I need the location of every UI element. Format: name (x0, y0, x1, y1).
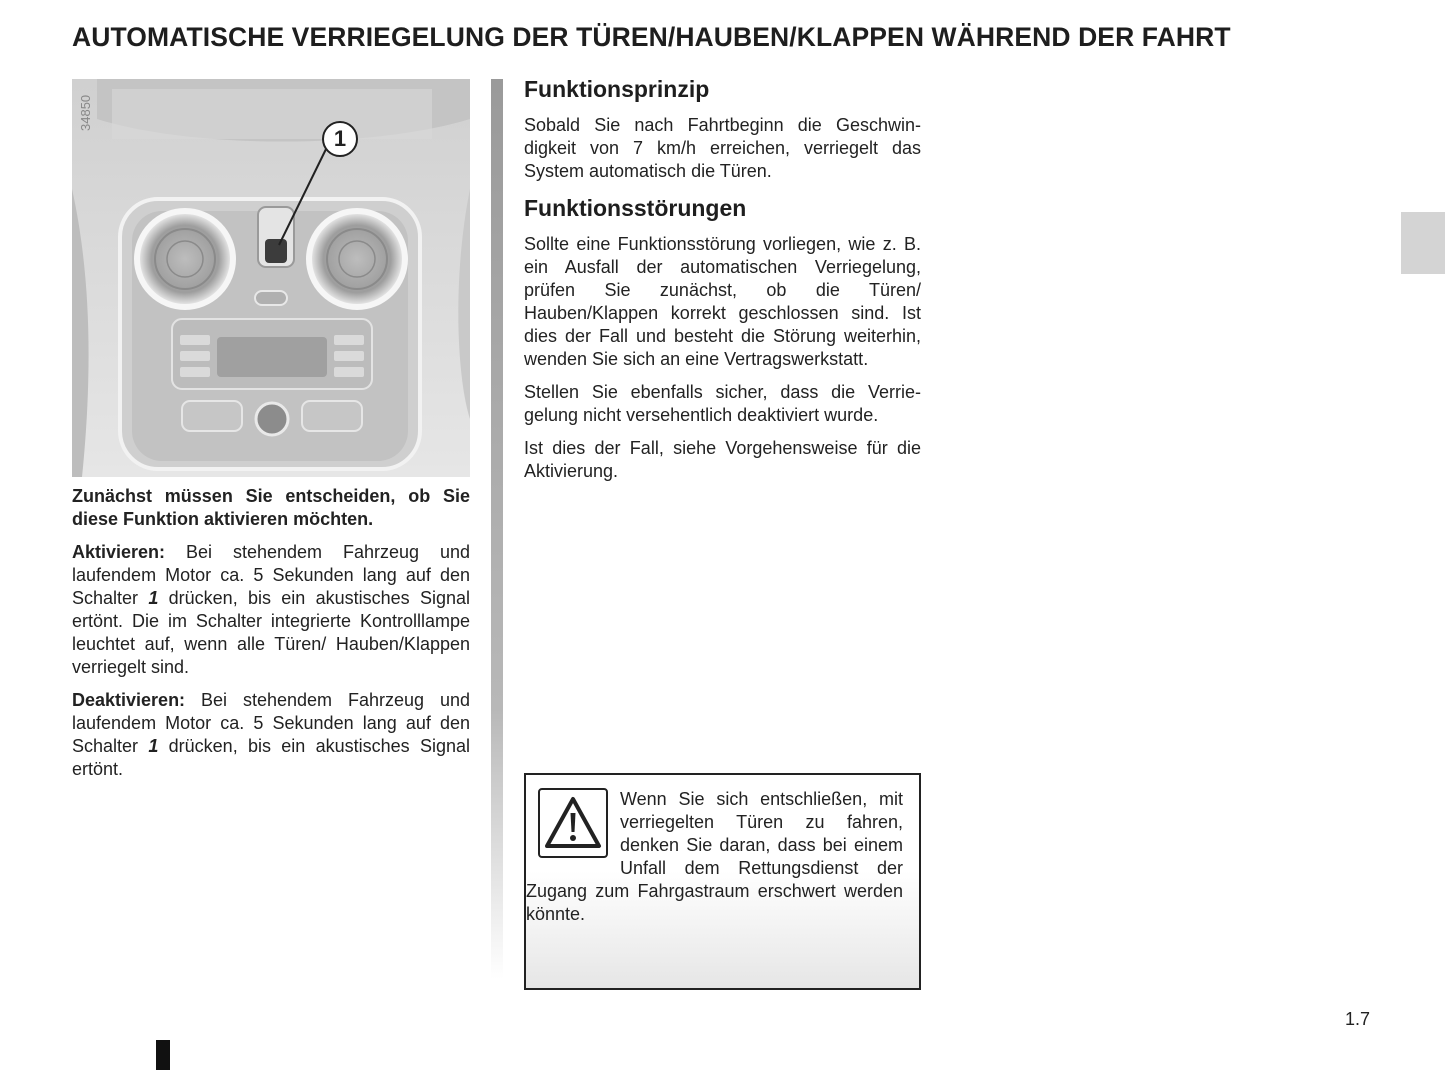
deactivate-paragraph (72, 689, 470, 781)
page-title: AUTOMATISCHE VERRIEGELUNG DER TÜREN/HAUBEN/KLAPPEN WÄHREND DER FAHRT (72, 22, 1231, 52)
warning-box (524, 773, 921, 990)
warning-triangle-icon (538, 788, 608, 858)
climate-knob (256, 403, 288, 435)
deactivate-label: Deaktivieren: (72, 690, 186, 710)
section-heading-malfunctions: Funktionsstörungen (524, 195, 747, 221)
print-corner-mark (156, 1040, 170, 1070)
chapter-thumb-tab (1401, 212, 1445, 274)
intro-paragraph: Zunächst müssen Sie entscheiden, ob Sie diese Funktion aktivieren möchten. (72, 486, 470, 529)
activate-paragraph (72, 541, 470, 679)
air-vent-left (137, 211, 233, 307)
door-lock-switch (265, 239, 287, 263)
deactivate-text-1: Bei stehendem Fahrzeug und laufendem Motor ca. 5 Sekunden lang auf den Schalter (72, 690, 470, 756)
principle-paragraph: Sobald Sie nach Fahrtbeginn die Geschwindigkeit von 7 km/h erreichen, verriegelt das System automatisch die Türen. (524, 115, 921, 181)
left-column (72, 485, 470, 791)
malfunction-paragraph-2: Stellen Sie ebenfalls sicher, dass die Verriegelung nicht versehentlich deaktiviert wurde. (524, 382, 921, 425)
malfunction-paragraph-1: Sollte eine Funktionsstörung vorliegen, wie z. B. ein Ausfall der automatischen Verriegelung, prüfen Sie zunächst, ob die Türen/ Hauben/Klappen korrekt geschlossen sind. Ist dies der Fall und besteht die Störung weiterhin, wenden Sie sich an eine Vertragswerkstatt. (524, 234, 921, 369)
deactivate-text-2: drücken, bis ein akustisches Signal ertönt. (72, 736, 470, 779)
warning-text: Wenn Sie sich entschließen, mit verriegelten Türen zu fahren, denken Sie daran, dass bei einem Unfall dem Rettungsdienst der Zugang zum Fahrgastraum erschwert werden könnte. (526, 789, 903, 924)
switch-number: 1 (148, 588, 159, 608)
callout-number-1: 1 (322, 121, 358, 157)
switch-number: 1 (148, 736, 159, 756)
column-divider (491, 79, 503, 979)
dashboard-drawing (72, 79, 470, 477)
activate-text-2: drücken, bis ein akustisches Signal ertönt. Die im Schalter integrierte Kontrolllampe leuchtet auf, wenn alle Türen/ Hauben/Klappen verriegelt sind. (72, 588, 470, 677)
right-column (524, 74, 921, 493)
air-vent-right (309, 211, 405, 307)
section-heading-principle: Funktionsprinzip (524, 76, 710, 102)
radio-display (217, 337, 327, 377)
dashboard-illustration (72, 79, 470, 477)
page-number: 1.7 (1345, 1009, 1371, 1029)
activate-text-1: Bei stehendem Fahrzeug und laufendem Motor ca. 5 Sekunden lang auf den Schalter (72, 542, 470, 608)
figure-reference-number: 34850 (78, 94, 93, 132)
malfunction-paragraph-3: Ist dies der Fall, siehe Vorgehensweise für die Aktivierung. (524, 438, 921, 481)
activate-label: Aktivieren: (72, 542, 166, 562)
